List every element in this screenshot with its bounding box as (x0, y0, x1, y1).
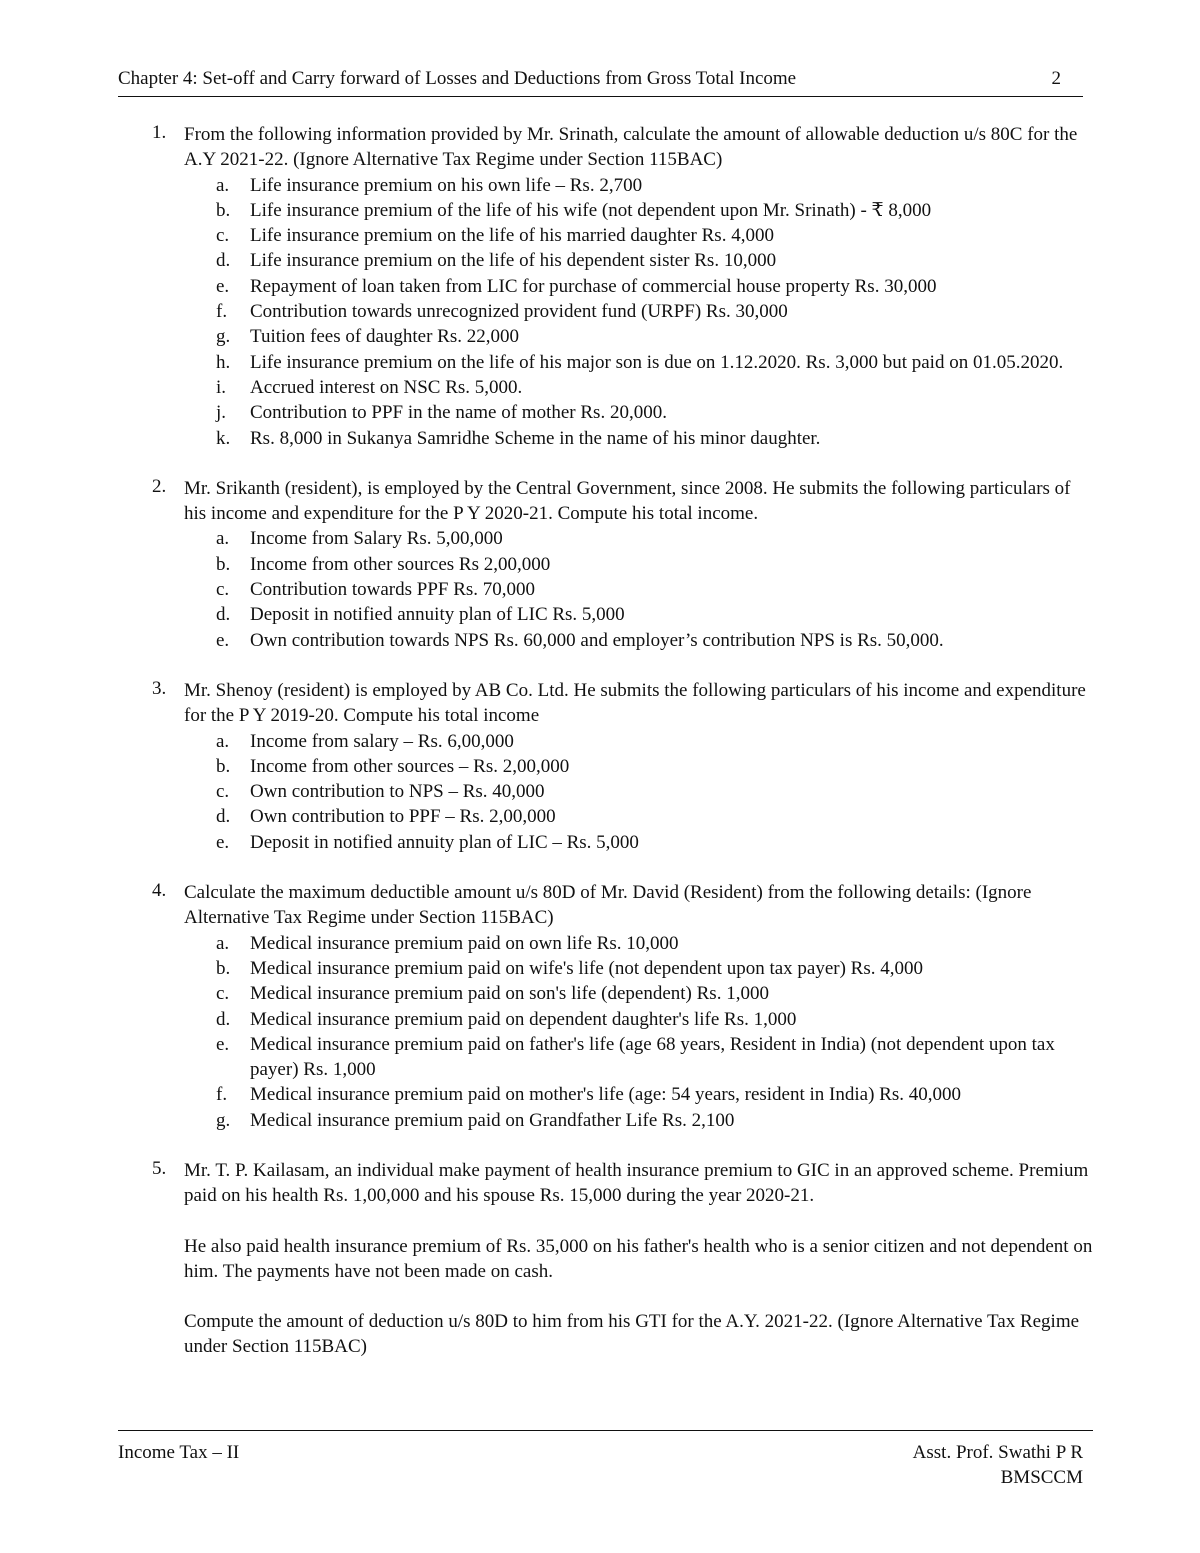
sub-item (184, 324, 1093, 349)
sub-item-text: Income from salary – Rs. 6,00,000 (250, 730, 514, 752)
sub-item (184, 981, 1093, 1006)
sub-item-text: Tuition fees of daughter Rs. 22,000 (250, 326, 519, 348)
sub-item-list (184, 729, 1093, 855)
sub-item-letter: d. (216, 1008, 231, 1030)
sub-item-letter: b. (216, 755, 231, 777)
sub-item-letter: d. (216, 604, 231, 626)
sub-item-text: Medical insurance premium paid on father's life (age 68 years, Resident in India) (not dependent upon tax payer) Rs. 1,000 (250, 1033, 1055, 1081)
sub-item (184, 552, 1093, 577)
question-text: Mr. T. P. Kailasam, an individual make payment of health insurance premium to GIC in an approved scheme. Premium paid on his health Rs. 1,00,000 and his spouse Rs. 15,000 during the year 2020-21. (184, 1159, 1089, 1207)
sub-item (184, 223, 1093, 248)
sub-item-letter: c. (216, 983, 230, 1005)
sub-item-text: Contribution towards PPF Rs. 70,000 (250, 579, 536, 601)
sub-item (184, 804, 1093, 829)
sub-item-text: Medical insurance premium paid on wife's life (not dependent upon tax payer) Rs. 4,000 (250, 957, 923, 979)
question-4 (118, 880, 1093, 1133)
sub-item-letter: d. (216, 806, 231, 828)
sub-item (184, 375, 1093, 400)
sub-item (184, 274, 1093, 299)
footer-institution: BMSCCM (1000, 1467, 1083, 1488)
question-text: Mr. Shenoy (resident) is employed by AB Co. Ltd. He submits the following particulars of his income and expenditure for the P Y 2019-20. Compute his total income (184, 679, 1086, 727)
sub-item-letter: k. (216, 427, 231, 449)
sub-item-text: Income from other sources Rs 2,00,000 (250, 553, 551, 575)
question-number: 1. (152, 122, 167, 143)
question-text: Mr. Srikanth (resident), is employed by the Central Government, since 2008. He submits the following particulars of his income and expenditure for the P Y 2020-21. Compute his total income. (184, 477, 1071, 525)
sub-item-letter: a. (216, 528, 230, 550)
sub-item-letter: d. (216, 250, 231, 272)
sub-item-text: Deposit in notified annuity plan of LIC – Rs. 5,000 (250, 831, 639, 853)
question-text: Compute the amount of deduction u/s 80D to him from his GTI for the A.Y. 2021-22. (Ignore Alternative Tax Regime under Section 115BAC) (184, 1311, 1080, 1358)
chapter-title: Chapter 4: Set-off and Carry forward of Losses and Deductions from Gross Total Income (118, 68, 797, 89)
sub-item-text: Medical insurance premium paid on own life Rs. 10,000 (250, 932, 679, 954)
sub-item-text: Own contribution to PPF – Rs. 2,00,000 (250, 806, 556, 828)
sub-item (184, 779, 1093, 804)
sub-item-text: Contribution towards unrecognized provident fund (URPF) Rs. 30,000 (250, 301, 788, 323)
sub-item-letter: a. (216, 174, 230, 196)
sub-item-letter: b. (216, 957, 231, 979)
page-number: 2 (1051, 68, 1061, 89)
sub-item (184, 350, 1093, 375)
question-1 (118, 122, 1093, 451)
footer-author-name: Asst. Prof. Swathi P R (912, 1442, 1083, 1463)
sub-item-letter: j. (216, 402, 227, 424)
question-number: 2. (152, 475, 167, 497)
sub-item-letter: f. (216, 1084, 228, 1106)
sub-item-letter: a. (216, 730, 230, 752)
sub-item-text: Income from Salary Rs. 5,00,000 (250, 528, 503, 550)
sub-item (184, 754, 1093, 779)
question-list (118, 122, 1093, 1360)
sub-item-letter: g. (216, 1109, 231, 1131)
question-number: 4. (152, 880, 167, 902)
sub-item-letter: h. (216, 351, 231, 373)
sub-item-text: Life insurance premium of the life of his wife (not dependent upon Mr. Srinath) - ₹ 8,000 (250, 199, 932, 221)
sub-item (184, 299, 1093, 324)
sub-item-letter: c. (216, 225, 230, 247)
sub-item-letter: f. (216, 301, 228, 323)
sub-item-text: Life insurance premium on the life of his major son is due on 1.12.2020. Rs. 3,000 but paid on 01.05.2020. (250, 351, 1064, 373)
sub-item-text: Income from other sources – Rs. 2,00,000 (250, 755, 570, 777)
sub-item-letter: a. (216, 932, 230, 954)
sub-item-list (184, 526, 1093, 652)
footer-course: Income Tax – II (118, 1442, 240, 1463)
sub-item (184, 248, 1093, 273)
sub-item (184, 526, 1093, 551)
question-text: Calculate the maximum deductible amount u/s 80D of Mr. David (Resident) from the following details: (Ignore Alternative Tax Regime under Section 115BAC) (184, 882, 1032, 929)
sub-item-text: Own contribution to NPS – Rs. 40,000 (250, 781, 545, 803)
sub-item-text: Repayment of loan taken from LIC for purchase of commercial house property Rs. 30,000 (250, 275, 937, 297)
sub-item (184, 198, 1093, 223)
sub-item (184, 931, 1093, 956)
sub-item-text: Rs. 8,000 in Sukanya Samridhe Scheme in the name of his minor daughter. (250, 427, 821, 449)
sub-item (184, 1082, 1093, 1107)
sub-item-text: Accrued interest on NSC Rs. 5,000. (250, 376, 523, 398)
sub-item-text: Medical insurance premium paid on son's life (dependent) Rs. 1,000 (250, 983, 769, 1005)
sub-item-list (184, 931, 1093, 1133)
footer-author (913, 1440, 1083, 1490)
sub-item-letter: e. (216, 831, 230, 853)
sub-item-letter: e. (216, 275, 230, 297)
sub-item-letter: b. (216, 553, 231, 575)
question-text: From the following information provided by Mr. Srinath, calculate the amount of allowable deduction u/s 80C for the A.Y 2021-22. (Ignore Alternative Tax Regime under Section 115BAC) (184, 124, 1078, 171)
sub-item-letter: c. (216, 781, 230, 803)
sub-item-text: Contribution to PPF in the name of mother Rs. 20,000. (250, 402, 667, 424)
question-2 (118, 476, 1093, 653)
sub-item-letter: b. (216, 199, 231, 221)
sub-item-text: Medical insurance premium paid on dependent daughter's life Rs. 1,000 (250, 1008, 797, 1030)
sub-item-text: Deposit in notified annuity plan of LIC Rs. 5,000 (250, 604, 625, 626)
sub-item-letter: g. (216, 326, 231, 348)
sub-item-text: Life insurance premium on his own life – Rs. 2,700 (250, 174, 643, 196)
sub-item (184, 1108, 1093, 1133)
sub-item-text: Life insurance premium on the life of his married daughter Rs. 4,000 (250, 225, 774, 247)
sub-item-text: Medical insurance premium paid on mother's life (age: 54 years, resident in India) Rs. 40,000 (250, 1084, 961, 1106)
sub-item (184, 577, 1093, 602)
footer-rule (118, 1430, 1093, 1431)
sub-item-letter: i. (216, 376, 227, 398)
question-text: He also paid health insurance premium of Rs. 35,000 on his father's health who is a senior citizen and not dependent on him. The payments have not been made on cash. (184, 1235, 1093, 1282)
sub-item-list (184, 173, 1093, 451)
sub-item (184, 956, 1093, 981)
sub-item (184, 173, 1093, 198)
sub-item-text: Medical insurance premium paid on Grandfather Life Rs. 2,100 (250, 1109, 735, 1131)
question-number: 5. (152, 1157, 167, 1179)
sub-item (184, 628, 1093, 653)
question-number: 3. (152, 677, 167, 699)
document-body (118, 122, 1093, 1385)
sub-item (184, 830, 1093, 855)
question-5 (118, 1158, 1093, 1360)
sub-item (184, 400, 1093, 425)
sub-item-text: Own contribution towards NPS Rs. 60,000 and employer’s contribution NPS is Rs. 50,000. (250, 629, 944, 651)
sub-item (184, 426, 1093, 451)
sub-item (184, 729, 1093, 754)
sub-item-letter: c. (216, 579, 230, 601)
sub-item (184, 602, 1093, 627)
sub-item (184, 1032, 1093, 1083)
page-header (118, 66, 1083, 97)
sub-item (184, 1007, 1093, 1032)
sub-item-text: Life insurance premium on the life of his dependent sister Rs. 10,000 (250, 250, 777, 272)
question-3 (118, 678, 1093, 855)
sub-item-letter: e. (216, 1033, 230, 1055)
sub-item-letter: e. (216, 629, 230, 651)
